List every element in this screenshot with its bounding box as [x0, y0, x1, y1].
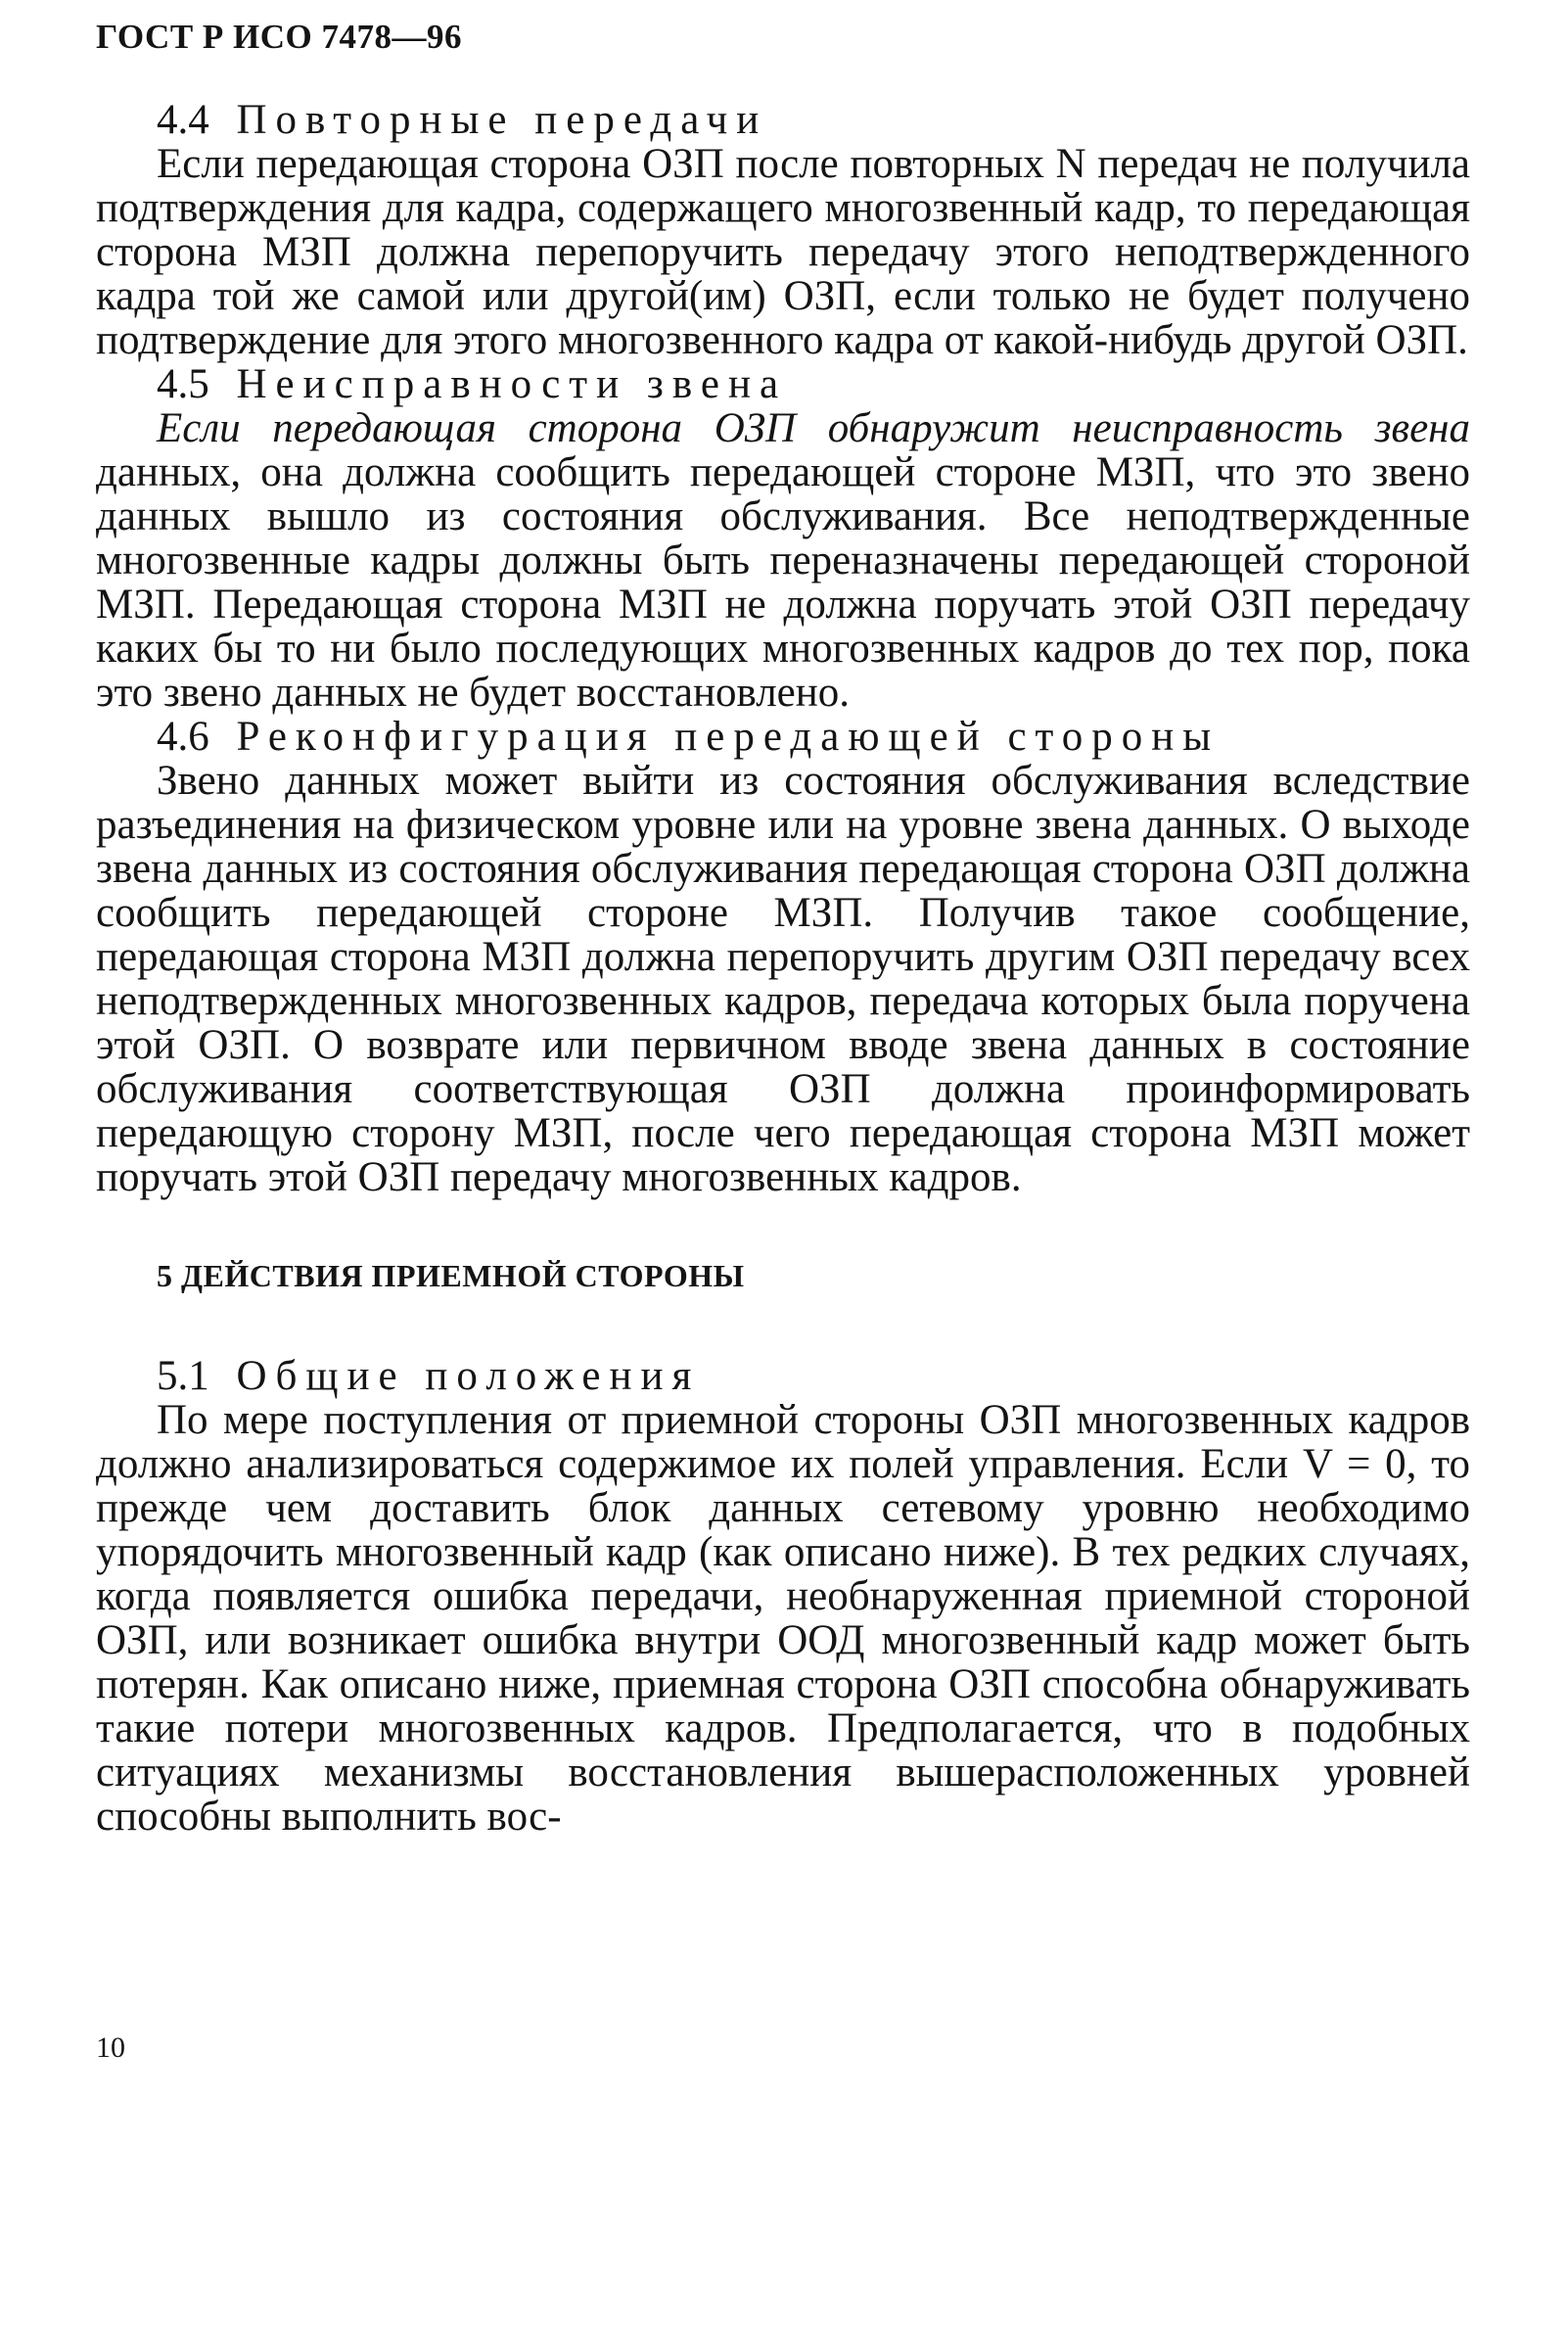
- section-heading-4-4: [96, 98, 1470, 142]
- section-title: Общие положения: [236, 1353, 701, 1399]
- section-text-5-1: По мере поступления от приемной стороны ОЗП многозвенных кадров должно анализироваться содержимое их полей управления. Если V = 0, то прежде чем доставить блок данных сетевому уровню необходимо упорядочить многозвенный кадр (как описано ниже). В тех редких случаях, когда появляется ошибка передачи, необнаруженная приемной стороной ОЗП, или возникает ошибка внутри ООД многозвенный кадр может быть потерян. Как описано ниже, приемная сторона ОЗП способна обнаруживать такие потери многозвенных кадров. Предполагается, что в подобных ситуациях механизмы восстановления вышерасположенных уровней способны выполнить вос-: [96, 1397, 1470, 1840]
- section-text-4-5: [96, 406, 1470, 715]
- section-text-4-6: Звено данных может выйти из состояния обслуживания вследствие разъединения на физическом уровне или на уровне звена данных. О выходе звена данных из состояния обслуживания передающая сторона ОЗП должна сообщить передающей стороне МЗП. Получив такое сообщение, передающая сторона МЗП должна перепоручить другим ОЗП передачу всех неподтвержденных многозвенных кадров, передача которых была поручена этой ОЗП. О возврате или первичном вводе звена данных в состояние обслуживания соответствующая ОЗП должна проинформировать передающую сторону МЗП, после чего передающая сторона МЗП может поручать этой ОЗП передачу многозвенных кадров.: [96, 758, 1470, 1200]
- page-header: ГОСТ Р ИСО 7478—96: [96, 18, 463, 56]
- section-heading-4-5: [96, 362, 1470, 406]
- section-title: Неисправности звена: [236, 361, 788, 407]
- document-body: [96, 98, 1470, 1839]
- section-text-4-4: Если передающая сторона ОЗП после повторных N передач не получила подтверждения для кадра, содержащего многозвенный кадр, то передающая сторона МЗП должна перепоручить передачу этого неподтвержденного кадра той же самой или другой(им) ОЗП, если только не будет получено подтверждение для этого многозвенного кадра от какой-нибудь другой ОЗП.: [96, 141, 1470, 363]
- chapter-heading: 5 ДЕЙСТВИЯ ПРИЕМНОЙ СТОРОНЫ: [157, 1258, 745, 1293]
- section-title: Повторные передачи: [236, 97, 768, 143]
- page-number: 10: [96, 2031, 125, 2064]
- section-title: Реконфигурация передающей стороны: [236, 714, 1221, 760]
- section-number: 4.5: [157, 361, 209, 407]
- body-text: данных, она должна сообщить передающей стороне МЗП, что это звено данных вышло из состояния обслуживания. Все неподтвержденные многозвенные кадры должны быть переназначены передающей стороной МЗП. Передающая сторона МЗП не должна поручать этой ОЗП передачу каких бы то ни было последующих многозвенных кадров до тех пор, пока это звено данных не будет восстановлено.: [96, 449, 1470, 716]
- italic-lead-text: Если передающая сторона ОЗП обнаружит неисправность звена: [157, 405, 1470, 451]
- section-heading-4-6: [96, 715, 1470, 759]
- section-number: 4.6: [157, 714, 209, 760]
- section-number: 5.1: [157, 1353, 209, 1399]
- section-heading-5-1: [96, 1354, 1470, 1398]
- section-number: 4.4: [157, 97, 209, 143]
